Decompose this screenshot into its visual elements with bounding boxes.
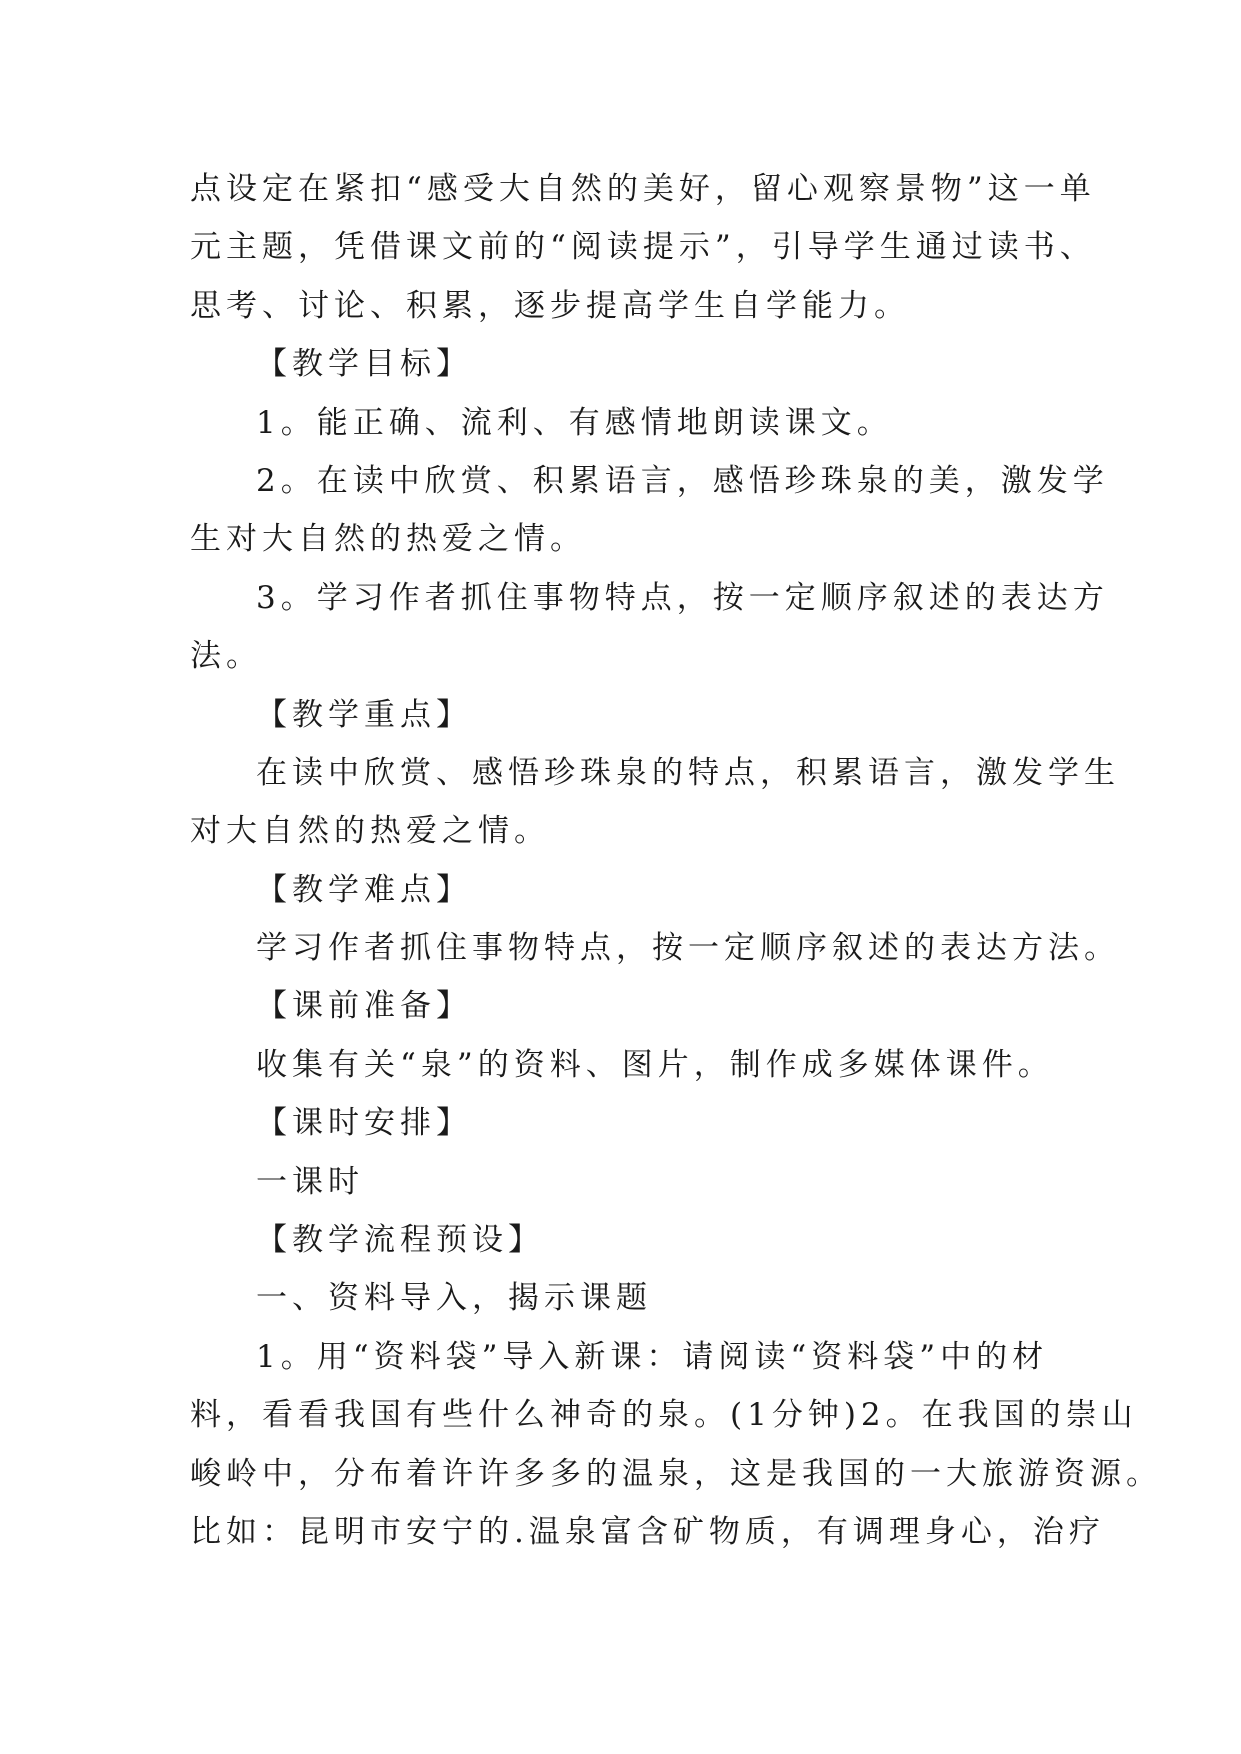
text-line: 思考、讨论、积累，逐步提高学生自学能力。 [190,287,910,324]
text-line: 点设定在紧扣“感受大自然的美好，留心观察景物”这一单 [190,171,1096,207]
text-line: 3。学习作者抓住事物特点，按一定顺序叙述的表达方 [256,579,1109,616]
text-line: 收集有关“泉”的资料、图片，制作成多媒体课件。 [256,1046,1054,1083]
text-line: 1。用“资料袋”导入新课：请阅读“资料袋”中的材 [256,1338,1049,1375]
text-line: 一课时 [256,1163,364,1200]
text-line: 对大自然的热爱之情。 [190,813,550,850]
text-line: 2。在读中欣赏、积累语言，感悟珍珠泉的美，激发学 [256,462,1109,499]
text-line: 峻岭中，分布着许许多多的温泉，这是我国的一大旅游资源。 [190,1455,1162,1492]
section-heading-schedule: 【课时安排】 [256,1105,472,1142]
text-line: 比如：昆明市安宁的.温泉富含矿物质，有调理身心，治疗 [190,1513,1105,1550]
text-line: 学习作者抓住事物特点，按一定顺序叙述的表达方法。 [256,930,1120,967]
text-line: 元主题，凭借课文前的“阅读提示”，引导学生通过读书、 [190,229,1096,266]
section-heading-preparation: 【课前准备】 [256,988,472,1025]
section-heading-process: 【教学流程预设】 [256,1222,544,1259]
section-heading-teaching-goals: 【教学目标】 [256,346,472,383]
text-line: 料，看看我国有些什么神奇的泉。(1分钟)2。在我国的崇山 [190,1397,1138,1434]
text-line: 1。能正确、流利、有感情地朗读课文。 [256,404,893,441]
subsection-heading: 一、资料导入，揭示课题 [256,1280,652,1317]
document-body [190,160,1162,1561]
text-line: 在读中欣赏、感悟珍珠泉的特点，积累语言，激发学生 [256,754,1120,791]
section-heading-difficulties: 【教学难点】 [256,871,472,908]
section-heading-key-points: 【教学重点】 [256,696,472,733]
text-line: 生对大自然的热爱之情。 [190,521,586,558]
text-line: 法。 [190,638,262,675]
